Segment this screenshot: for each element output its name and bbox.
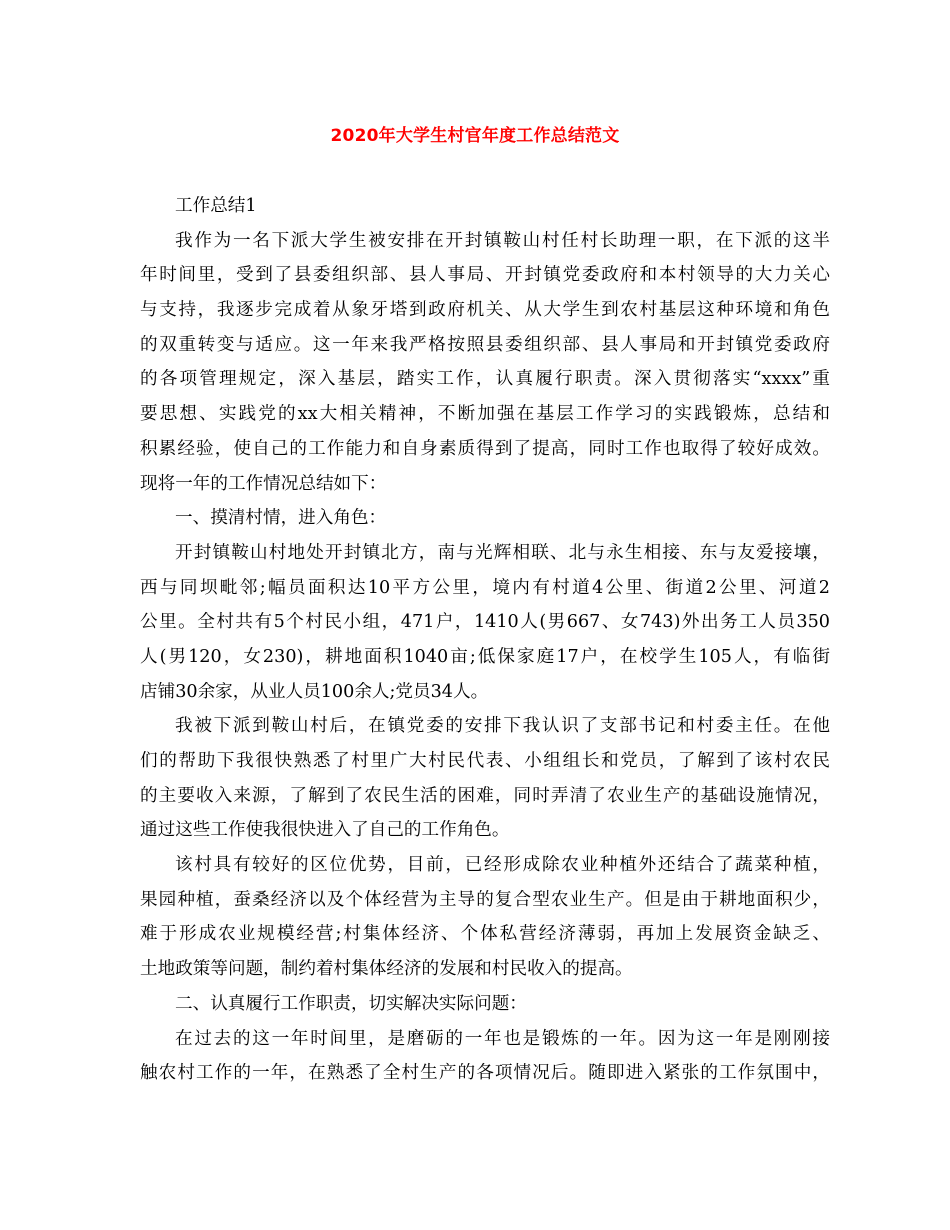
paragraph-line: 们的帮助下我很快熟悉了村里广大村民代表、小组组长和党员，了解到了该村农民: [140, 751, 830, 771]
paragraph-line: 的各项管理规定，深入基层，踏实工作，认真履行职责。深入贯彻落实“xxxx”重: [140, 369, 830, 390]
paragraph-line: 该村具有较好的区位优势，目前，已经形成除农业种植外还结合了蔬菜种植，: [175, 855, 830, 876]
paragraph-line: 年时间里，受到了县委组织部、县人事局、开封镇党委政府和本村领导的大力关心: [140, 265, 830, 286]
paragraph-line: 我被下派到鞍山村后，在镇党委的安排下我认识了支部书记和村委主任。在他: [175, 716, 830, 737]
section-heading: 二、认真履行工作职责，切实解决实际问题：: [175, 993, 527, 1014]
paragraph-line: 积累经验，使自己的工作能力和自身素质得到了提高，同时工作也取得了较好成效。: [140, 438, 830, 459]
section-heading: 工作总结1: [175, 196, 257, 216]
document-title: 2020年大学生村官年度工作总结范文: [330, 126, 620, 146]
paragraph-line: 人(男120，女230)，耕地面积1040亩;低保家庭17户，在校学生105人，有临街: [140, 646, 830, 667]
paragraph-line: 要思想、实践党的xx大相关精神，不断加强在基层工作学习的实践锻炼，总结和: [140, 404, 830, 425]
paragraph-line: 与支持，我逐步完成着从象牙塔到政府机关、从大学生到农村基层这种环境和角色: [140, 300, 830, 321]
paragraph-line: 果园种植，蚕桑经济以及个体经营为主导的复合型农业生产。但是由于耕地面积少，: [140, 889, 830, 910]
paragraph-line: 我作为一名下派大学生被安排在开封镇鞍山村任村长助理一职，在下派的这半: [175, 230, 830, 251]
section-heading: 一、摸清村情，进入角色：: [175, 508, 387, 529]
paragraph-line: 现将一年的工作情况总结如下：: [140, 473, 387, 494]
paragraph-line: 土地政策等问题，制约着村集体经济的发展和村民收入的提高。: [140, 959, 633, 980]
paragraph-line: 触农村工作的一年，在熟悉了全村生产的各项情况后。随即进入紧张的工作氛围中，: [140, 1063, 830, 1084]
paragraph-line: 在过去的这一年时间里，是磨砺的一年也是锻炼的一年。因为这一年是刚刚接: [175, 1028, 830, 1049]
paragraph-line: 难于形成农业规模经营;村集体经济、个体私营经济薄弱，再加上发展资金缺乏、: [140, 924, 830, 945]
paragraph-line: 公里。全村共有5个村民小组，471户，1410人(男667、女743)外出务工人员350: [140, 612, 830, 633]
paragraph-line: 西与同坝毗邻;幅员面积达10平方公里，境内有村道4公里、街道2公里、河道2: [140, 577, 830, 598]
document-body: [140, 189, 830, 1091]
paragraph-line: 的主要收入来源，了解到了农民生活的困难，同时弄清了农业生产的基础设施情况，: [140, 785, 830, 806]
paragraph-line: 开封镇鞍山村地处开封镇北方，南与光辉相联、北与永生相接、东与友爱接壤，: [175, 542, 830, 563]
paragraph-line: 店铺30余家，从业人员100余人;党员34人。: [140, 681, 489, 702]
paragraph-line: 的双重转变与适应。这一年来我严格按照县委组织部、县人事局和开封镇党委政府: [140, 334, 830, 355]
paragraph-line: 通过这些工作使我很快进入了自己的工作角色。: [140, 820, 510, 841]
